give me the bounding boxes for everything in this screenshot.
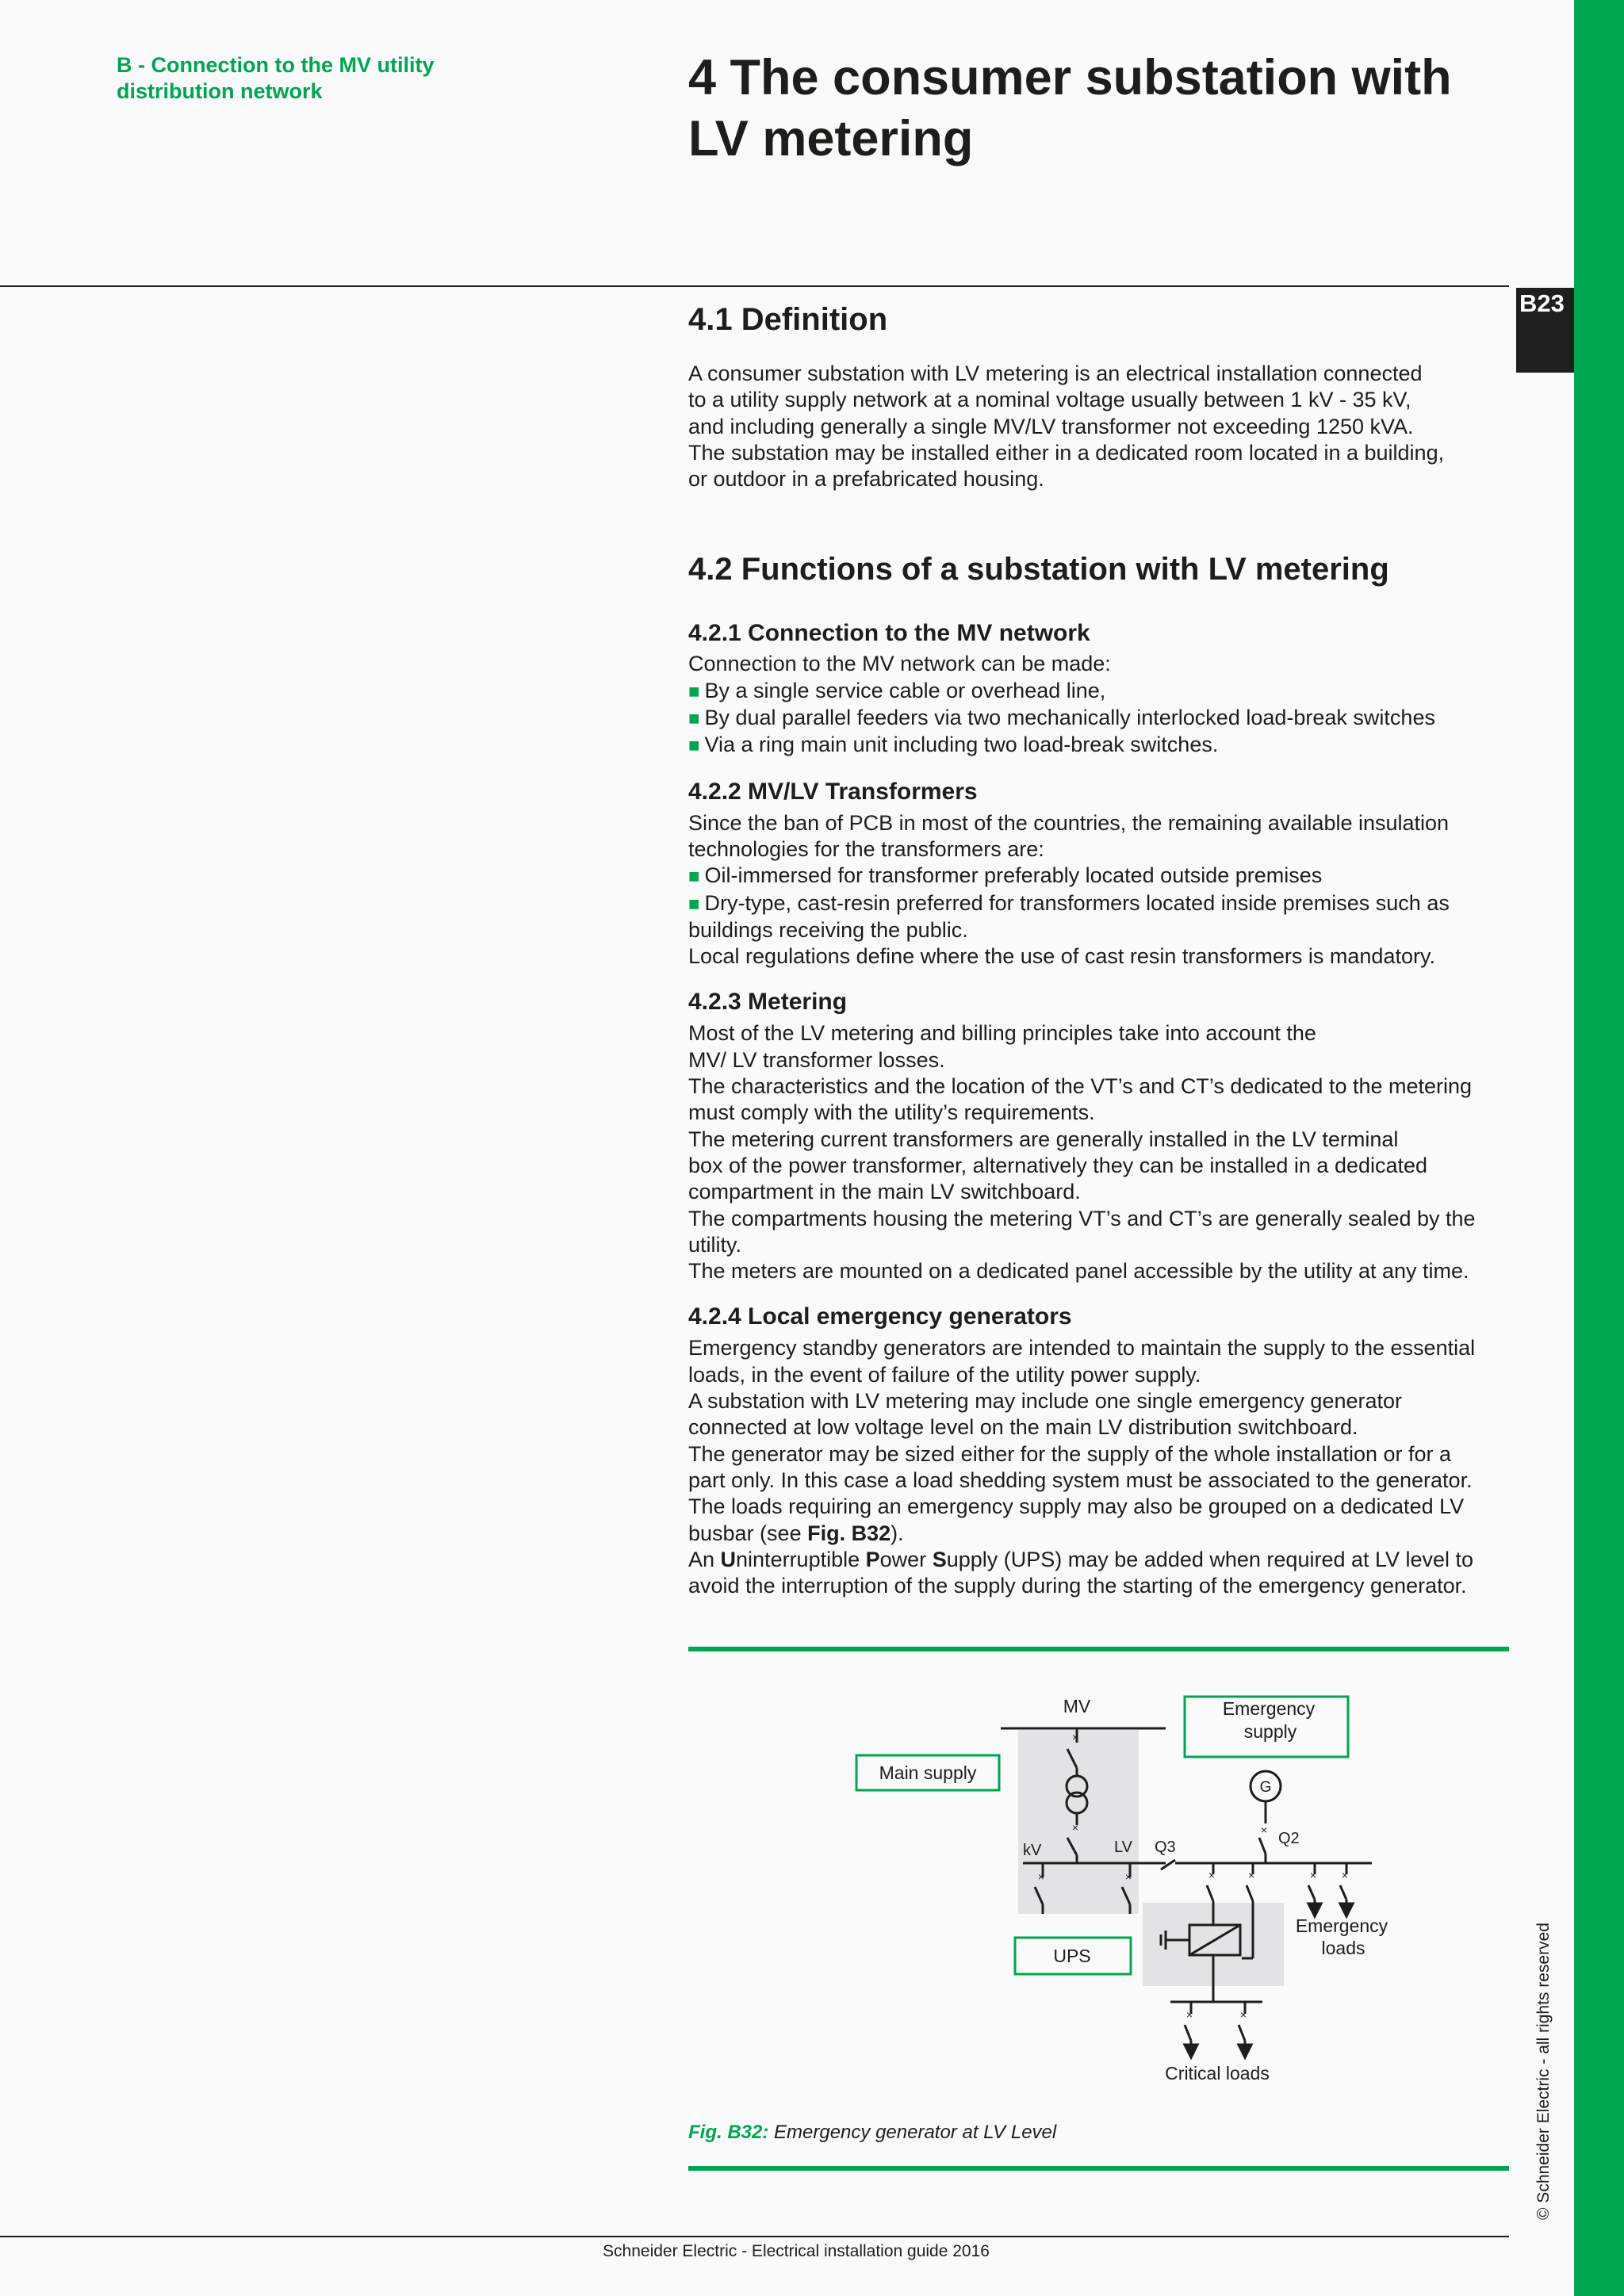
heading-4-2-3: 4.2.3 Metering [688,989,848,1016]
text-line: A consumer substation with LV metering is an electrical installation connected [688,362,1423,385]
text-line: utility. [688,1232,742,1257]
text-line: Since the ban of PCB in most of the countries, the remaining available insulation [688,810,1450,835]
figure-number: Fig. B32: [688,2122,769,2143]
emergency-loads-label-2: loads [1321,1938,1365,1958]
lv-label: LV [1114,1839,1132,1856]
text-line: MV/ LV transformer losses. [688,1047,945,1072]
page-number: B23 [1519,289,1565,317]
footer-divider [0,2236,1509,2237]
svg-text:×: × [1309,1869,1317,1881]
text-line: box of the power transformer, alternatively they can be installed in a dedicated [688,1153,1428,1177]
text-line: A substation with LV metering may include one single emergency generator [688,1389,1403,1414]
emergency-supply-label-1: Emergency [1222,1698,1316,1719]
q2-switch [1259,1838,1266,1854]
list-item: ■ Dry-type, cast-resin preferred for transformers located inside premises such as [688,890,1450,915]
svg-text:×: × [1124,1870,1132,1883]
mv-label: MV [1063,1696,1091,1716]
text-line: The compartments housing the metering VT’s and CT’s are generally sealed by the [688,1206,1476,1230]
chapter-title: 4 The consumer substation with LV metering [688,50,1452,166]
text-line: An Uninterruptible Power Supply (UPS) may be added when required at LV level to [688,1547,1474,1571]
text-line: and including generally a single MV/LV transformer not exceeding 1250 kVA. [688,414,1414,438]
text-line: The generator may be sized either for the supply of the whole installation or for a [688,1441,1452,1466]
text-line: to a utility supply network at a nominal voltage usually between 1 kV - 35 kV, [688,388,1411,412]
q3-label: Q3 [1155,1839,1176,1856]
text-line: Local regulations define where the use of cast resin transformers is mandatory. [688,944,1435,969]
text-line: loads, in the event of failure of the utility power supply. [688,1362,1201,1387]
svg-text:×: × [1037,1870,1045,1883]
svg-text:×: × [1208,1869,1216,1881]
text-line: part only. In this case a load shedding system must be associated to the generator. [688,1468,1473,1492]
paragraph-4-2-3 [688,1020,1513,1284]
paragraph-4-2-4 [688,1335,1513,1599]
text-line: buildings receiving the public. [688,917,968,942]
text-line: busbar (see Fig. B32). [688,1521,904,1545]
main-supply-label: Main supply [879,1762,977,1783]
list-item: ■ Oil-immersed for transformer preferably located outside premises [688,863,1323,888]
q2-label: Q2 [1278,1830,1300,1847]
text-line: Emergency standby generators are intended to maintain the supply to the essential [688,1336,1476,1360]
bullet-icon: ■ [688,708,700,730]
heading-4-2-4: 4.2.4 Local emergency generators [688,1303,1072,1330]
heading-4-2-2: 4.2.2 MV/LV Transformers [688,778,978,805]
paragraph-4-2-2 [688,810,1513,970]
svg-text:×: × [1247,1869,1255,1881]
ups-label: UPS [1053,1946,1091,1966]
text-line: compartment in the main LV switchboard. [688,1180,1081,1204]
svg-text:×: × [1071,1821,1079,1834]
figure-title: Emergency generator at LV Level [768,2122,1057,2143]
text-line: avoid the interruption of the supply during the starting of the emergency generator. [688,1574,1467,1598]
emergency-loads-label-1: Emergency [1295,1915,1388,1936]
kv-label: kV [1023,1842,1042,1859]
svg-text:×: × [1185,2008,1193,2021]
footer-text: Schneider Electric - Electrical installation guide 2016 [603,2242,990,2260]
text-line: technologies for the transformers are: [688,836,1044,861]
emergency-supply-label-2: supply [1243,1721,1297,1742]
bullet-icon: ■ [688,866,700,888]
list-item: ■ By a single service cable or overhead line, [688,678,1106,702]
section-label: B - Connection to the MV utility distribution network [117,53,435,103]
figure-top-rule [688,1647,1509,1651]
generator-label: G [1259,1779,1272,1796]
svg-text:×: × [1260,1823,1268,1836]
text-line: connected at low voltage level on the main LV distribution switchboard. [688,1415,1358,1440]
bullet-icon: ■ [688,680,700,702]
text-line: The substation may be installed either in a dedicated room located in a building, [688,440,1445,465]
svg-text:×: × [1071,1731,1079,1743]
svg-text:×: × [1341,1869,1349,1881]
footer [0,2242,1624,2261]
list-item: ■ By dual parallel feeders via two mechanically interlocked load-break switches [688,706,1435,730]
main-content [688,300,1513,1599]
text-line: or outdoor in a prefabricated housing. [688,467,1044,492]
page-number-tab [1516,288,1574,373]
text-line: The metering current transformers are generally installed in the LV terminal [688,1127,1399,1151]
q3-switch [1161,1860,1175,1869]
side-color-bar [1574,0,1624,2296]
heading-4-2-1: 4.2.1 Connection to the MV network [688,620,1090,647]
svg-text:×: × [1239,2008,1247,2021]
bullet-icon: ■ [688,893,700,915]
critical-loads-label: Critical loads [1165,2063,1270,2084]
text-line: The meters are mounted on a dedicated panel accessible by the utility at any time. [688,1259,1469,1284]
paragraph-4-2-1 [688,651,1513,759]
text-line: Most of the LV metering and billing principles take into account the [688,1021,1316,1046]
figure-reference: Fig. B32 [807,1521,891,1545]
text-line: must comply with the utility’s requirements. [688,1100,1095,1125]
text-line: The characteristics and the location of the VT’s and CT’s dedicated to the metering [688,1074,1473,1099]
text-line: The loads requiring an emergency supply may also be grouped on a dedicated LV [688,1494,1465,1519]
single-line-diagram [688,1681,1513,2109]
copyright-notice: © Schneider Electric - all rights reserved [1534,1923,1553,2220]
heading-4-1: 4.1 Definition [688,302,888,337]
figure-caption [688,2122,1056,2144]
figure-bottom-rule [688,2166,1509,2171]
header-divider [0,285,1509,287]
heading-4-2: 4.2 Functions of a substation with LV metering [688,552,1389,587]
paragraph-4-1 [688,361,1513,492]
bullet-icon: ■ [688,735,700,757]
text-line: Connection to the MV network can be made: [688,652,1111,676]
list-item: ■ Via a ring main unit including two load-break switches. [688,733,1219,757]
